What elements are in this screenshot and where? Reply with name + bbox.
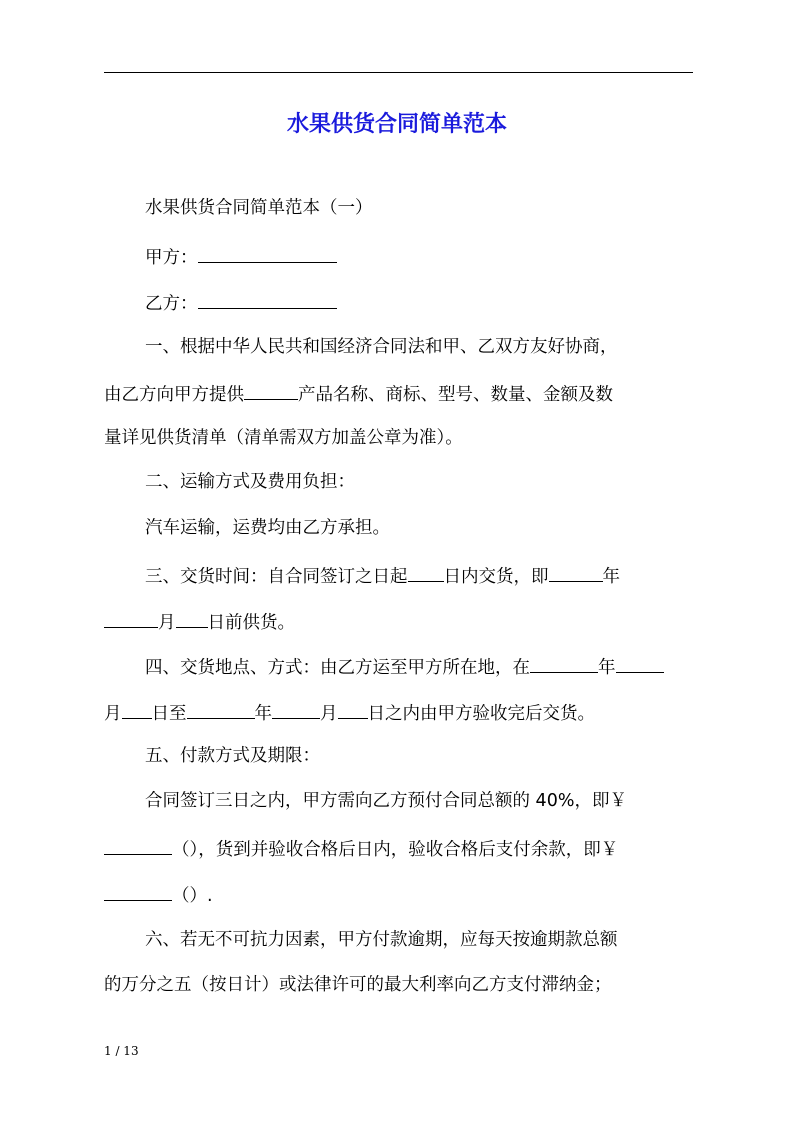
page-indicator: 1 / 13 [104, 1044, 139, 1058]
party-b-label: 乙方： [145, 294, 198, 314]
party-a-line [145, 244, 337, 269]
clause3-line1 [145, 563, 620, 588]
clause3-line2 [104, 609, 295, 634]
clause1-line2 [104, 381, 613, 406]
clause5-amount-blank-1 [104, 836, 172, 855]
clause4-year-blank-2 [187, 700, 255, 719]
document-subtitle: 水果供货合同简单范本（一） [145, 198, 373, 218]
party-b-blank [198, 290, 337, 309]
clause5-line3 [104, 882, 213, 907]
clause4-text-b: 日至 [151, 704, 187, 724]
clause4-month-blank-2 [272, 700, 320, 719]
clause4-line2 [104, 700, 595, 725]
party-a-blank [198, 244, 337, 263]
clause4-month-blank-1 [616, 654, 664, 673]
clause1-text-a: 由乙方向甲方提供 [104, 385, 244, 405]
clause4-year-label-1: 年 [598, 658, 616, 678]
clause5-heading: 五、付款方式及期限： [145, 746, 320, 766]
clause4-month-label-2: 月 [320, 704, 338, 724]
clause4-day-blank-2 [338, 700, 368, 719]
clause3-text-b: 日内交货，即 [443, 567, 549, 587]
clause2-body: 汽车运输，运费均由乙方承担。 [145, 518, 390, 538]
clause1-text-b: 产品名称、商标、型号、数量、金额及数 [298, 385, 613, 405]
clause5-text-c: （）. [172, 886, 213, 906]
clause1-blank [244, 381, 298, 400]
clause3-month-blank [104, 609, 158, 628]
header-rule [104, 72, 693, 73]
clause1-line3: 量详见供货清单（清单需双方加盖公章为准）。 [104, 428, 463, 448]
document-title: 水果供货合同简单范本 [286, 112, 507, 137]
clause4-line1 [145, 654, 664, 679]
clause3-year-blank [549, 563, 603, 582]
clause4-year-label-2: 年 [254, 704, 272, 724]
clause5-line2 [104, 836, 618, 861]
clause6-line1: 六、若无不可抗力因素，甲方付款逾期，应每天按逾期款总额 [145, 930, 618, 950]
party-a-label: 甲方： [145, 248, 198, 268]
clause5-text-b: （），货到并验收合格后日内，验收合格后支付余款，即￥ [172, 840, 619, 860]
clause5-line1: 合同签订三日之内，甲方需向乙方预付合同总额的 40%，即￥ [145, 791, 627, 811]
clause4-text-a: 四、交货地点、方式：由乙方运至甲方所在地，在 [145, 658, 530, 678]
clause3-text-c: 日前供货。 [207, 613, 295, 633]
clause3-year-label: 年 [602, 567, 620, 587]
clause1-line1: 一、根据中华人民共和国经济合同法和甲、乙双方友好协商， [145, 337, 618, 357]
clause4-month-label-1: 月 [104, 704, 122, 724]
clause4-day-blank-1 [122, 700, 152, 719]
clause4-text-c: 日之内由甲方验收完后交货。 [367, 704, 595, 724]
clause3-day-blank [176, 609, 208, 628]
clause5-amount-blank-2 [104, 882, 172, 901]
clause3-month-label: 月 [158, 613, 176, 633]
clause4-year-blank-1 [530, 654, 598, 673]
clause3-text-a: 三、交货时间：自合同签订之日起 [145, 567, 408, 587]
party-b-line [145, 290, 337, 315]
clause2-heading: 二、运输方式及费用负担： [145, 472, 355, 492]
clause6-line2: 的万分之五（按日计）或法律许可的最大利率向乙方支付滞纳金； [104, 975, 612, 995]
clause3-days-blank [408, 563, 444, 582]
